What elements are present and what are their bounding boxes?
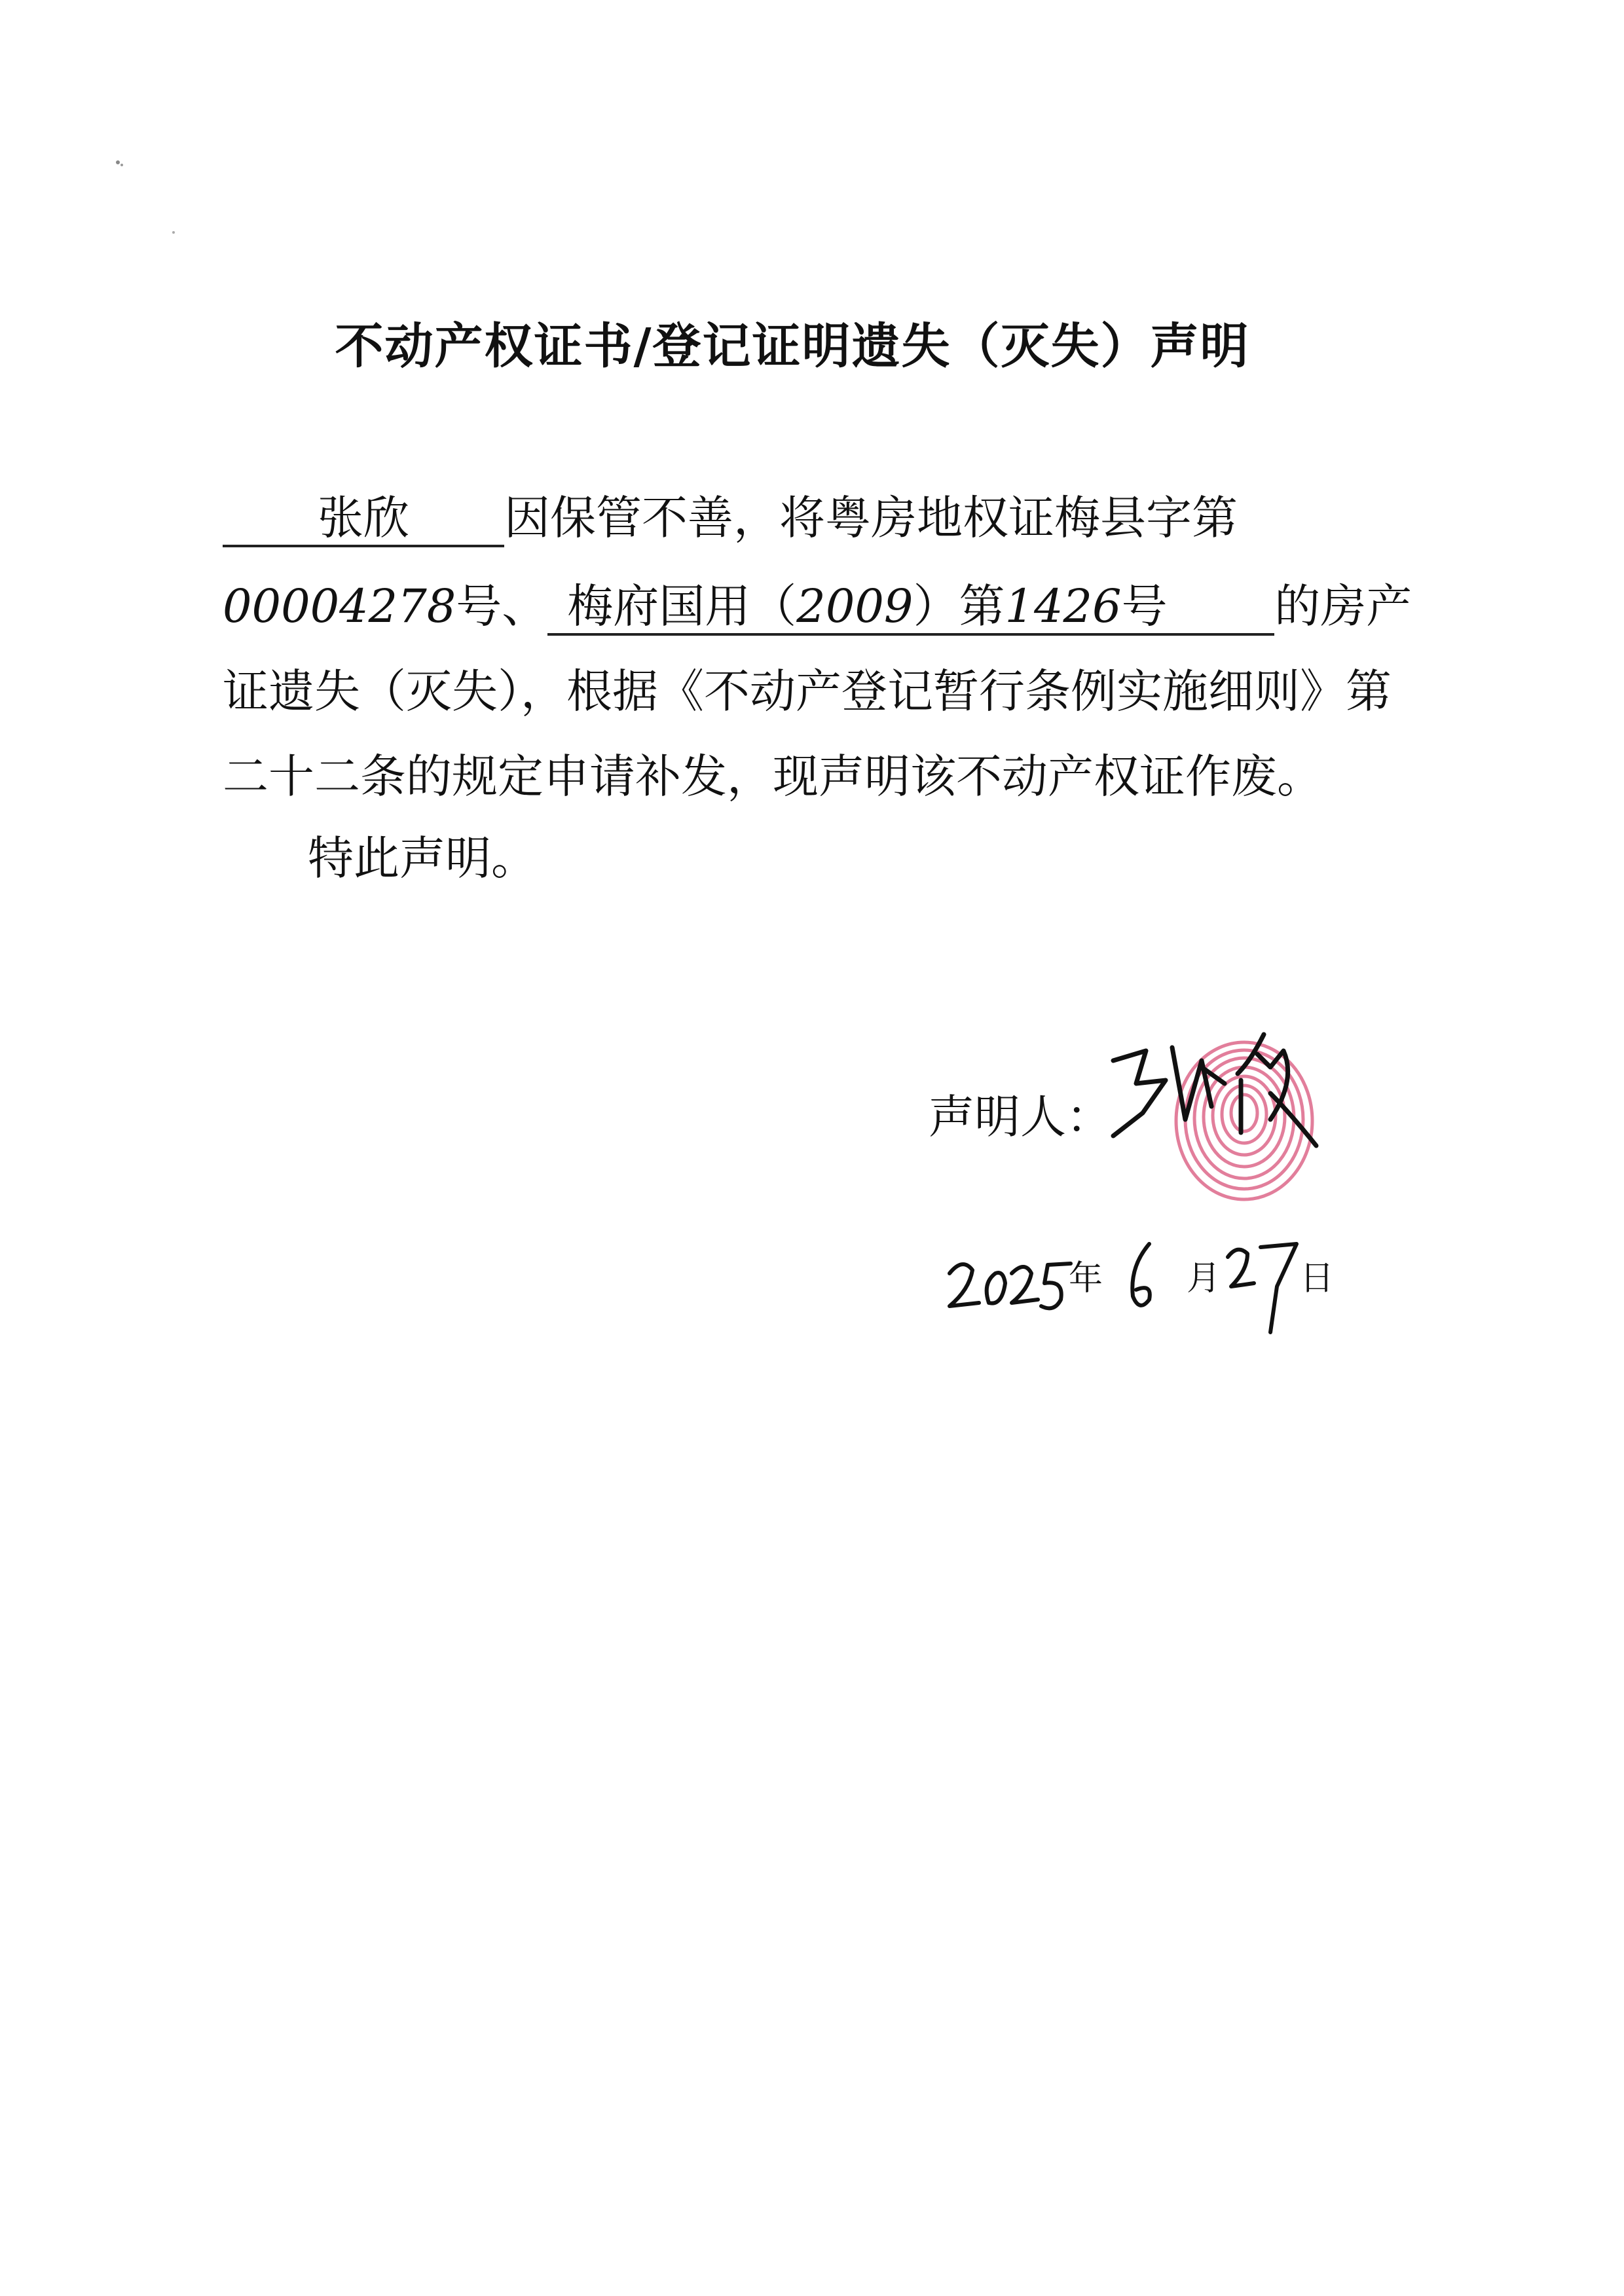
scan-specks [0, 0, 262, 262]
certificate-detail [547, 581, 1274, 636]
body-line-2 [223, 570, 1412, 636]
date-month-unit: 月 [1187, 1259, 1221, 1298]
handwritten-month [1113, 1234, 1172, 1326]
cert-detail-suffix: 号 [1121, 579, 1168, 633]
date-year-unit: 年 [1069, 1259, 1103, 1298]
declarant-label: 声明人： [929, 1090, 1112, 1144]
handwritten-year [943, 1237, 1074, 1322]
handwritten-signature [1074, 1021, 1349, 1192]
certificate-number: 00004278 [223, 579, 456, 633]
cert-detail-prefix: 梅府国用（ [567, 579, 797, 633]
body-text-2-end: 的房产 [1274, 579, 1412, 633]
body-line-1 [223, 481, 1238, 547]
body-line-4: 二十二条的规定申请补发，现声明该不动产权证作废。 [223, 750, 1323, 803]
declarant-name: 张欣 [223, 493, 504, 547]
handwritten-day [1225, 1228, 1303, 1339]
body-text-2: 号、 [456, 579, 548, 633]
cert-detail-year: 2009 [796, 579, 913, 633]
document-title: 不动产权证书/登记证明遗失（灭失）声明 [335, 318, 1250, 374]
cert-detail-mid: ）第 [913, 579, 1005, 633]
cert-detail-no: 1426 [1005, 579, 1122, 633]
closing-statement: 特此声明。 [308, 831, 537, 885]
body-line-3: 证遗失（灭失），根据《不动产登记暂行条例实施细则》第 [223, 665, 1392, 718]
date-day-unit: 日 [1300, 1259, 1335, 1298]
body-text-1: 因保管不善，将粤房地权证梅县字第 [504, 491, 1238, 545]
